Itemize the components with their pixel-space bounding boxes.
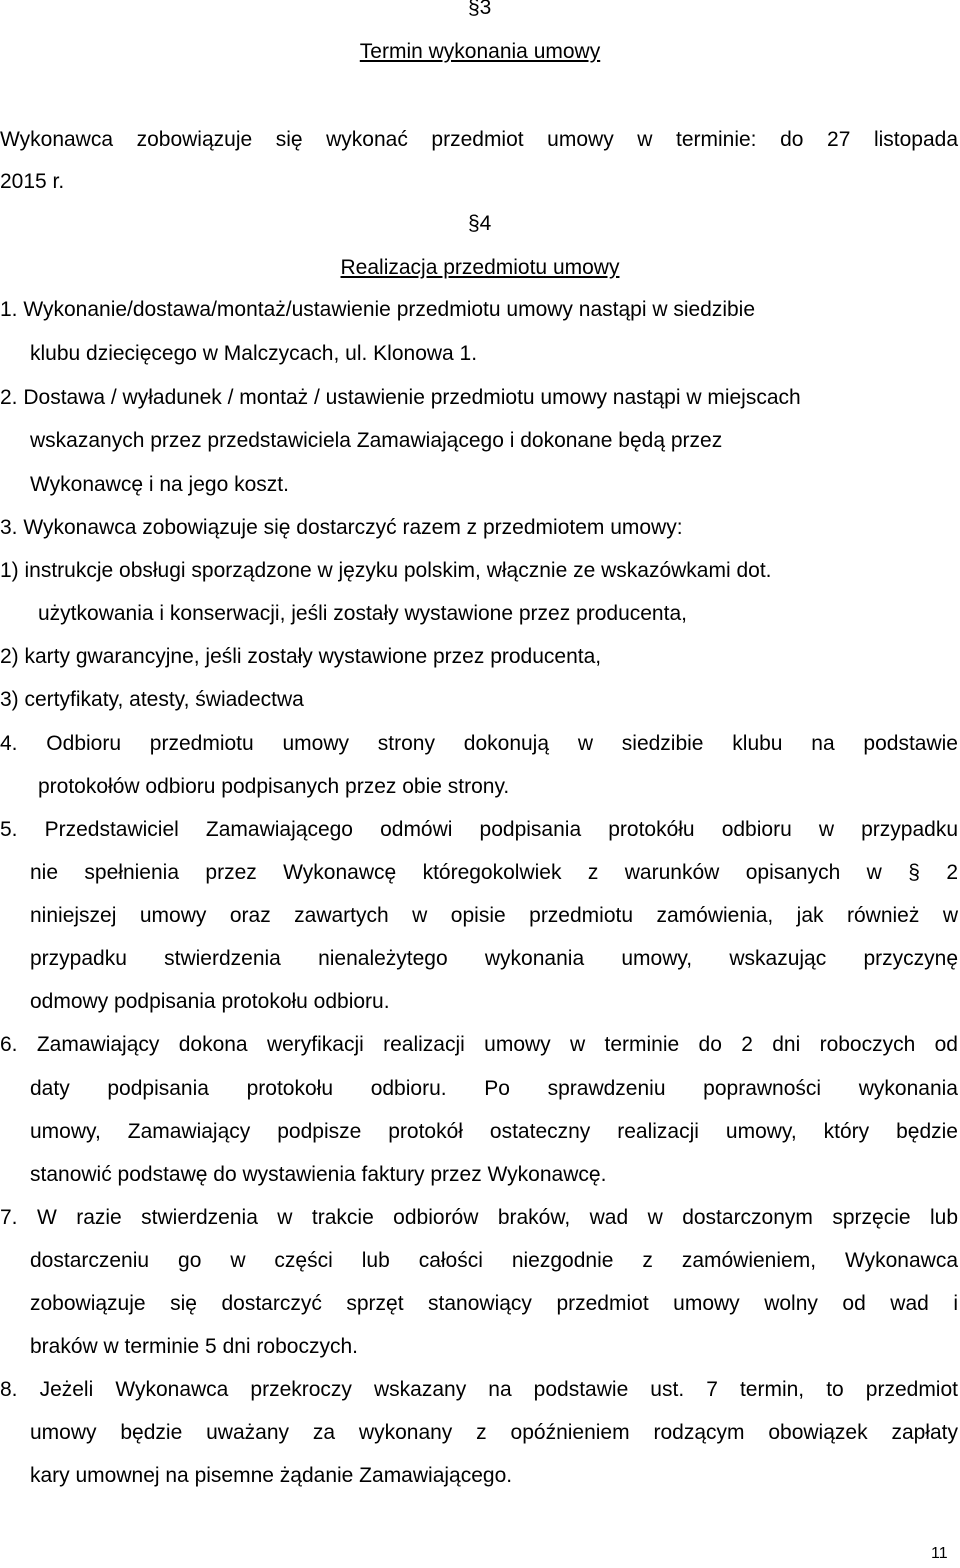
section-3-number: §3 (468, 0, 492, 19)
item-7-line-4: braków w terminie 5 dni roboczych. (30, 1335, 358, 1358)
item-3-sub-2: 2) karty gwarancyjne, jeśli zostały wystawione przez producenta, (0, 645, 602, 668)
item-5-line-4: przypadku stwierdzenia nienależytego wykonania umowy, wskazując przyczynę (30, 947, 958, 970)
item-6-line-2: daty podpisania protokołu odbioru. Po sprawdzeniu poprawności wykonania (30, 1077, 958, 1100)
page-number: 11 (931, 1545, 948, 1562)
section-4-title: Realizacja przedmiotu umowy (340, 256, 620, 279)
item-4-line-2: protokołów odbioru podpisanych przez obie strony. (38, 775, 510, 798)
item-6-line-1: 6. Zamawiający dokona weryfikacji realizacji umowy w terminie do 2 dni roboczych od (0, 1033, 958, 1056)
item-3-sub-1-line-2: użytkowania i konserwacji, jeśli zostały wystawione przez producenta, (38, 602, 687, 625)
item-6-line-3: umowy, Zamawiający podpisze protokół ostateczny realizacji umowy, który będzie (30, 1120, 958, 1143)
item-3-sub-3: 3) certyfikaty, atesty, świadectwa (0, 688, 304, 711)
item-7-line-3: zobowiązuje się dostarczyć sprzęt stanowiący przedmiot umowy wolny od wad i (30, 1292, 958, 1315)
item-3-sub-1-line-1: 1) instrukcje obsługi sporządzone w języku polskim, włącznie ze wskazówkami dot. (0, 559, 772, 582)
item-3-line-1: 3. Wykonawca zobowiązuje się dostarczyć razem z przedmiotem umowy: (0, 516, 683, 539)
section-3-text-line-1: Wykonawca zobowiązuje się wykonać przedmiot umowy w terminie: do 27 listopada (0, 128, 958, 151)
item-5-line-2: nie spełnienia przez Wykonawcę któregokolwiek z warunków opisanych w § 2 (30, 861, 958, 884)
item-1-line-2: klubu dziecięcego w Malczycach, ul. Klonowa 1. (30, 342, 478, 365)
section-3-text-line-2: 2015 r. (0, 170, 65, 193)
section-3-title: Termin wykonania umowy (359, 40, 601, 63)
item-4-line-1: 4. Odbioru przedmiotu umowy strony dokonują w siedzibie klubu na podstawie (0, 732, 958, 755)
item-5-line-5: odmowy podpisania protokołu odbioru. (30, 990, 390, 1013)
item-8-line-1: 8. Jeżeli Wykonawca przekroczy wskazany na podstawie ust. 7 termin, to przedmiot (0, 1378, 958, 1401)
item-1-line-1: 1. Wykonanie/dostawa/montaż/ustawienie przedmiotu umowy nastąpi w siedzibie (0, 298, 756, 321)
item-2-line-3: Wykonawcę i na jego koszt. (30, 473, 289, 496)
item-6-line-4: stanowić podstawę do wystawienia faktury przez Wykonawcę. (30, 1163, 607, 1186)
item-2-line-1: 2. Dostawa / wyładunek / montaż / ustawienie przedmiotu umowy nastąpi w miejscach (0, 386, 801, 409)
item-5-line-3: niniejszej umowy oraz zawartych w opisie przedmiotu zamówienia, jak również w (30, 904, 958, 927)
item-8-line-2: umowy będzie uważany za wykonany z opóźnieniem rodzącym obowiązek zapłaty (30, 1421, 958, 1444)
item-7-line-2: dostarczeniu go w części lub całości niezgodnie z zamówieniem, Wykonawca (30, 1249, 958, 1272)
item-8-line-3: kary umownej na pisemne żądanie Zamawiającego. (30, 1464, 513, 1487)
item-2-line-2: wskazanych przez przedstawiciela Zamawiającego i dokonane będą przez (30, 429, 723, 452)
section-4-number: §4 (468, 212, 492, 235)
item-7-line-1: 7. W razie stwierdzenia w trakcie odbiorów braków, wad w dostarczonym sprzęcie lub (0, 1206, 958, 1229)
item-5-line-1: 5. Przedstawiciel Zamawiającego odmówi podpisania protokółu odbioru w przypadku (0, 818, 958, 841)
